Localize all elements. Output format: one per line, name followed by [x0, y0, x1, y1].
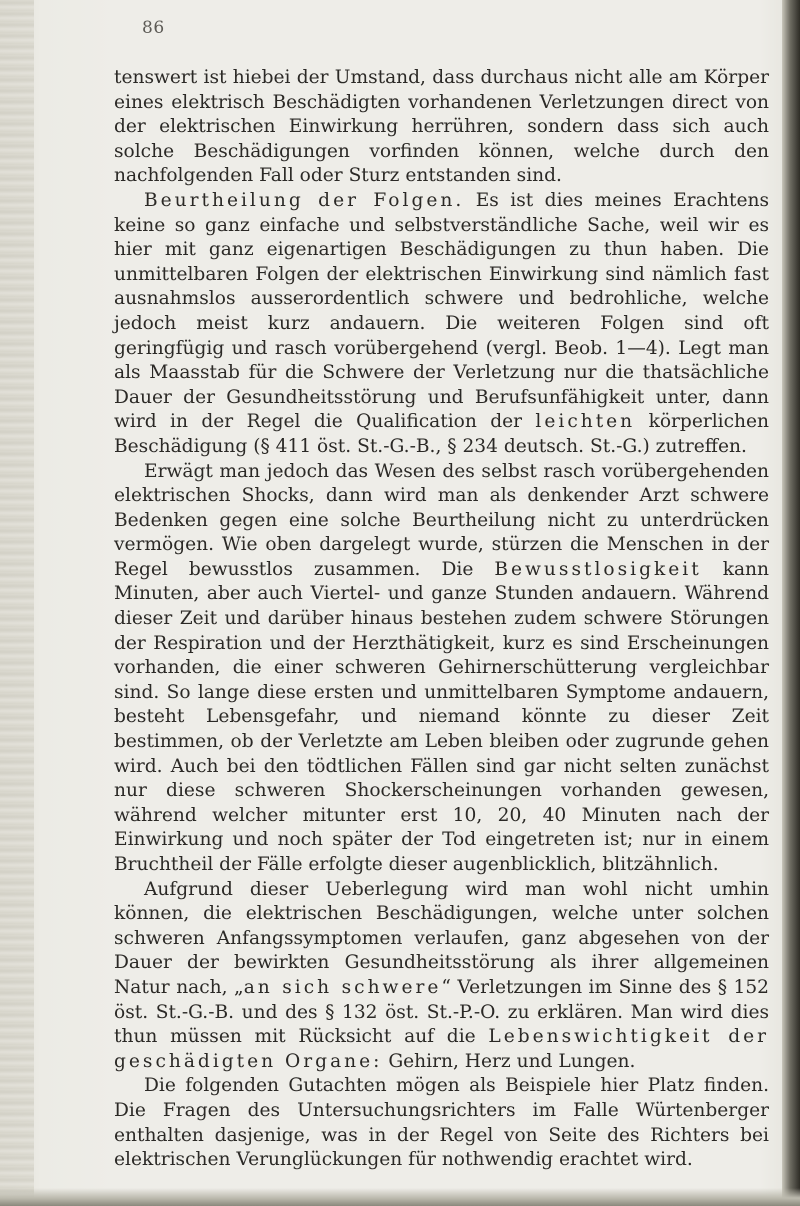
- paragraph: [114, 878, 769, 1075]
- page-number: 86: [142, 18, 165, 38]
- emphasis-text: an sich schwere: [243, 976, 442, 998]
- text-segment: Erwägt man jedoch das Wesen des selbst rasch vorübergehenden elektrischen Shocks, dann wird man als denkender Arzt schwere Bedenken gegen eine solche Beurtheilung nicht zu unterdrücken vermögen. Wie oben dargelegt wurde, stürzen die Menschen in der Regel bewusstlos zusammen. Die: [114, 460, 769, 580]
- paragraph: [114, 189, 769, 460]
- paragraph: [114, 1074, 769, 1172]
- text-segment: körperlichen Beschädigung (§ 411 öst. St.-G.-B., § 234 deutsch. St.-G.) zutreffen.: [114, 411, 769, 457]
- text-segment: Die folgenden Gutachten mögen als Beispiele hier Platz finden. Die Fragen des Untersuchungsrichters im Falle Würtenberger enthalten dasjenige, was in der Regel von Seite des Richters bei elektrischen Verunglückungen für nothwendig erachtet wird.: [114, 1075, 769, 1171]
- page-edge-left: [0, 0, 34, 1206]
- emphasis-text: Bewusstlosigkeit: [494, 558, 702, 580]
- page-bottom-shadow: [0, 1188, 800, 1206]
- section-heading-inline: Beurtheilung der Folgen.: [144, 189, 465, 211]
- body-text: [114, 66, 769, 1173]
- text-segment: Gehirn, Herz und Lungen.: [382, 1050, 636, 1072]
- emphasis-text: Lebenswichtigkeit der geschädigten Organe:: [114, 1026, 769, 1072]
- paragraph: [114, 66, 769, 189]
- paragraph: [114, 460, 769, 878]
- text-segment: Es ist dies meines Erachtens keine so ganz einfache und selbstverständliche Sache, weil wir es hier mit ganz eigenartigen Beschädigungen zu thun haben. Die unmittelbaren Folgen der elektrischen Einwirkung sind nämlich fast ausnahmslos ausserordentlich schwere und bedrohliche, welche jedoch meist kurz andauern. Die weiteren Folgen sind oft geringfügig und rasch vorübergehend (vergl. Beob. 1—4). Legt man als Maasstab für die Schwere der Verletzung nur die thatsächliche Dauer der Gesundheitsstörung und Berufsunfähigkeit unter, dann wird in der Regel die Qualification der: [114, 189, 769, 433]
- text-segment: Aufgrund dieser Ueberlegung wird man wohl nicht umhin können, die elektrischen Beschädigungen, welche unter solchen schweren Anfangssymptomen verlaufen, ganz abgesehen von der Dauer der bewirkten Gesundheitsstörung als ihrer allgemeinen Natur nach, „: [114, 878, 769, 998]
- text-segment: kann Minuten, aber auch Viertel- und ganze Stunden andauern. Während dieser Zeit und darüber hinaus bestehen zudem schwere Störungen der Respiration und der Herzthätigkeit, kurz es sind Erscheinungen vorhanden, die einer schweren Gehirnerschütterung vergleichbar sind. So lange diese ersten und unmittelbaren Symptome andauern, besteht Lebensgefahr, und niemand könnte zu dieser Zeit bestimmen, ob der Verletzte am Leben bleiben oder zugrunde gehen wird. Auch bei den tödtlichen Fällen sind gar nicht selten zunächst nur diese schweren Shockerscheinungen vorhanden gewesen, während welcher mitunter erst 10, 20, 40 Minuten nach der Einwirkung und noch später der Tod eingetreten ist; nur in einem Bruchtheil der Fälle erfolgte dieser augenblicklich, blitzähnlich.: [114, 558, 769, 875]
- text-segment: “ Verletzungen im Sinne des § 152 öst. St.-G.-B. und des § 132 öst. St.-P.-O. zu erklären. Man wird dies thun müssen mit Rücksicht auf die: [114, 976, 769, 1048]
- emphasis-text: leichten: [535, 411, 636, 433]
- page-edge-right: [782, 0, 800, 1206]
- text-segment: tenswert ist hiebei der Umstand, dass durchaus nicht alle am Körper eines elektrisch Beschädigten vorhandenen Verletzungen direct von der elektrischen Einwirkung herrühren, sondern dass sich auch solche Beschädigungen vorfinden können, welche durch den nachfolgenden Fall oder Sturz entstanden sind.: [114, 67, 769, 187]
